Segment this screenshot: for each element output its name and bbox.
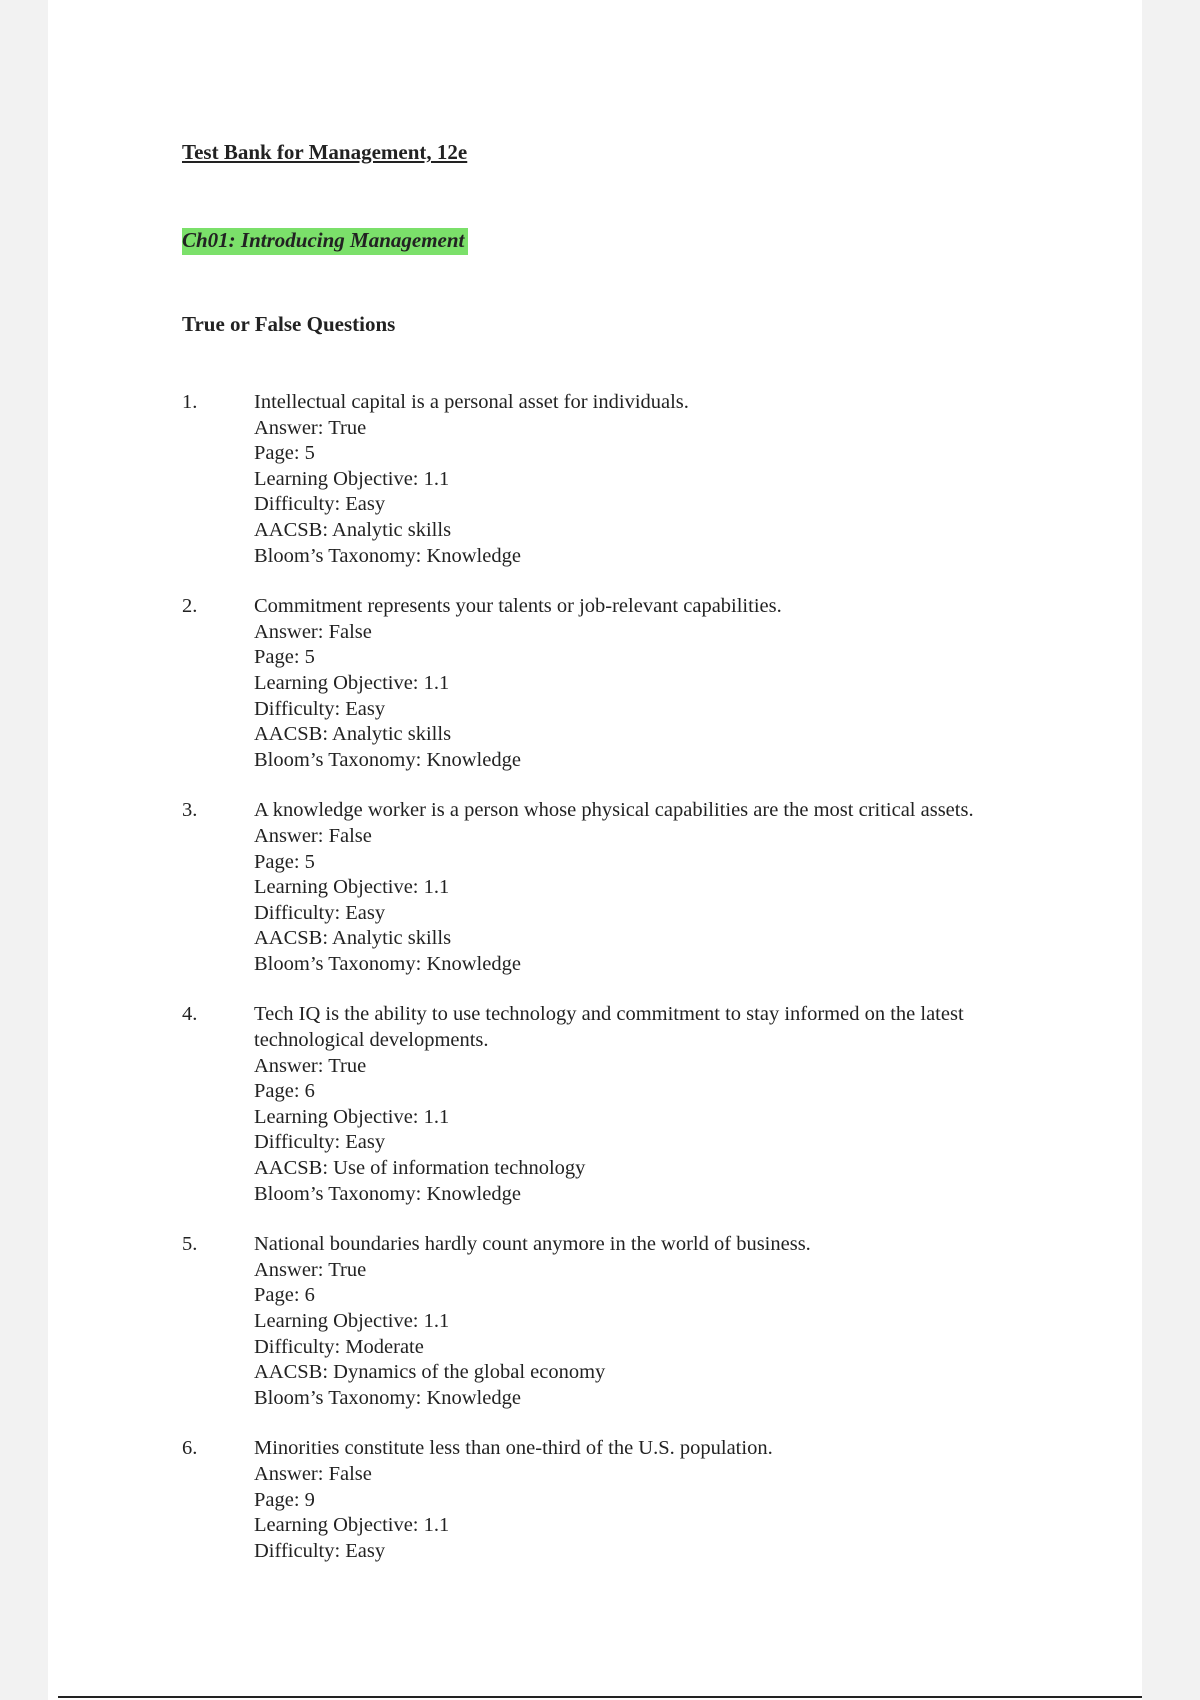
question-item bbox=[182, 1436, 1042, 1564]
difficulty-line: Difficulty: Easy bbox=[254, 1131, 386, 1154]
question-number: 1. bbox=[182, 391, 198, 413]
learning-objective-line: Learning Objective: 1.1 bbox=[254, 1105, 450, 1128]
page-line: Page: 9 bbox=[254, 1488, 315, 1511]
question-text: A knowledge worker is a person whose physical capabilities are the most critical assets. bbox=[254, 799, 974, 822]
page-bottom-rule bbox=[58, 1696, 1142, 1698]
page-line: Page: 5 bbox=[254, 850, 315, 873]
question-number: 2. bbox=[182, 595, 198, 618]
question-text: Minorities constitute less than one-third of the U.S. population. bbox=[254, 1437, 773, 1460]
answer-line: Answer: True bbox=[254, 416, 367, 439]
question-item bbox=[182, 594, 1042, 773]
question-number: 5. bbox=[182, 1233, 198, 1256]
section-heading: True or False Questions bbox=[182, 312, 396, 336]
difficulty-line: Difficulty: Easy bbox=[254, 901, 386, 924]
aacsb-line: AACSB: Analytic skills bbox=[254, 927, 452, 950]
question-item bbox=[182, 1002, 1042, 1207]
difficulty-line: Difficulty: Easy bbox=[254, 1539, 386, 1562]
difficulty-line: Difficulty: Moderate bbox=[254, 1335, 424, 1358]
learning-objective-line: Learning Objective: 1.1 bbox=[254, 671, 450, 694]
question-body bbox=[254, 798, 1042, 977]
answer-line: Answer: True bbox=[254, 1258, 367, 1281]
difficulty-line: Difficulty: Easy bbox=[254, 697, 386, 720]
question-item bbox=[182, 390, 1042, 569]
question-body bbox=[254, 1232, 1042, 1411]
question-number: 3. bbox=[182, 799, 198, 822]
difficulty-line: Difficulty: Easy bbox=[254, 493, 386, 516]
aacsb-line: AACSB: Dynamics of the global economy bbox=[254, 1361, 606, 1384]
question-text: Commitment represents your talents or job-relevant capabilities. bbox=[254, 595, 782, 618]
learning-objective-line: Learning Objective: 1.1 bbox=[254, 1310, 450, 1332]
page-line: Page: 5 bbox=[254, 646, 315, 669]
page-line: Page: 6 bbox=[254, 1284, 315, 1307]
question-text: Intellectual capital is a personal asset for individuals. bbox=[254, 391, 689, 413]
bloom-taxonomy-line: Bloom’s Taxonomy: Knowledge bbox=[254, 952, 521, 975]
bloom-taxonomy-line: Bloom’s Taxonomy: Knowledge bbox=[254, 1182, 521, 1205]
page-line: Page: 6 bbox=[254, 1080, 315, 1103]
page-line: Page: 5 bbox=[254, 442, 315, 465]
chapter-title-highlighted: Ch01: Introducing Management bbox=[182, 228, 468, 255]
question-body bbox=[254, 594, 1042, 773]
learning-objective-line: Learning Objective: 1.1 bbox=[254, 467, 450, 490]
bloom-taxonomy-line: Bloom’s Taxonomy: Knowledge bbox=[254, 544, 521, 567]
question-text: National boundaries hardly count anymore in the world of business. bbox=[254, 1233, 811, 1256]
question-item bbox=[182, 798, 1042, 977]
aacsb-line: AACSB: Analytic skills bbox=[254, 518, 452, 541]
document-title: Test Bank for Management, 12e bbox=[182, 140, 468, 164]
question-body bbox=[254, 1002, 1042, 1207]
question-text: Tech IQ is the ability to use technology and commitment to stay informed on the latest technological developments. bbox=[254, 1003, 964, 1052]
document-page bbox=[48, 0, 1142, 1700]
bloom-taxonomy-line: Bloom’s Taxonomy: Knowledge bbox=[254, 748, 521, 771]
answer-line: Answer: False bbox=[254, 620, 372, 643]
question-item bbox=[182, 1232, 1042, 1411]
question-body bbox=[254, 1436, 1042, 1564]
aacsb-line: AACSB: Use of information technology bbox=[254, 1157, 586, 1180]
question-number: 6. bbox=[182, 1437, 198, 1460]
question-number: 4. bbox=[182, 1003, 198, 1026]
question-list bbox=[182, 390, 1042, 1589]
aacsb-line: AACSB: Analytic skills bbox=[254, 723, 452, 746]
answer-line: Answer: True bbox=[254, 1054, 367, 1077]
answer-line: Answer: False bbox=[254, 1462, 372, 1485]
bloom-taxonomy-line: Bloom’s Taxonomy: Knowledge bbox=[254, 1386, 521, 1409]
answer-line: Answer: False bbox=[254, 824, 372, 847]
learning-objective-line: Learning Objective: 1.1 bbox=[254, 876, 450, 899]
question-body bbox=[254, 390, 1042, 569]
learning-objective-line: Learning Objective: 1.1 bbox=[254, 1514, 450, 1537]
